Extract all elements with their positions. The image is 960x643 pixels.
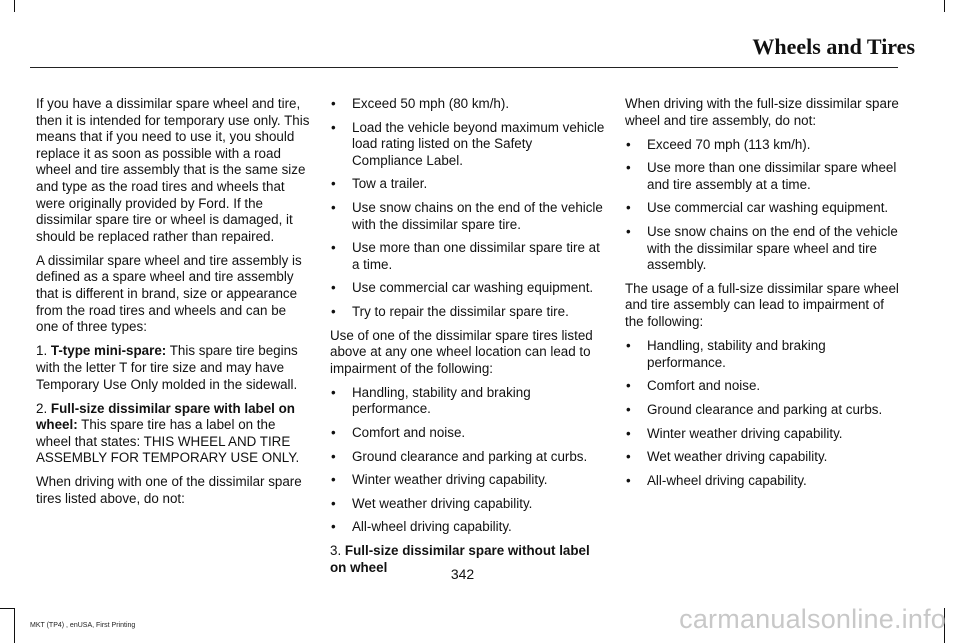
bullet-icon: • bbox=[626, 472, 631, 488]
list-item: • Tow a trailer. bbox=[331, 176, 428, 192]
bullet-icon: • bbox=[331, 425, 336, 440]
spare-type-label: T-type mini-spare: bbox=[50, 343, 167, 359]
bullet-icon: • bbox=[331, 495, 336, 511]
list-item: • Ground clearance and parking at curbs. bbox=[331, 448, 588, 464]
bullet-icon: • bbox=[626, 160, 631, 176]
list-item: • Use snow chains on the end of the vehicle with the dissimilar spare wheel and tire assembly. bbox=[626, 224, 898, 273]
list-item: • All-wheel driving capability. bbox=[331, 519, 512, 535]
paragraph: The usage of a full-size dissimilar spare wheel and tire assembly can lead to impairment of the following: bbox=[625, 280, 899, 330]
crop-mark-top-left bbox=[14, 0, 15, 12]
paragraph: If you have a dissimilar spare wheel and tire, then it is intended for temporary use only. This means that if you need to use it, you should replace it as soon as possible with a road wheel and tire assembly that is the same size and type as the road tires and wheels that were originally provided by Ford. If the dissimilar spare tire or wheel is damaged, it should be replaced rather than repaired. bbox=[36, 96, 310, 244]
list-item: • Comfort and noise. bbox=[626, 378, 761, 394]
bullet-icon: • bbox=[626, 425, 631, 441]
bullet-icon: • bbox=[626, 338, 631, 354]
list-item: • Use snow chains on the end of the vehicle with the dissimilar spare tire. bbox=[331, 199, 603, 232]
edition-footer: MKT (TP4) , enUSA, First Printing bbox=[30, 622, 136, 629]
list-item: • Handling, stability and braking performance. bbox=[626, 338, 826, 370]
spare-type-label: Full-size dissimilar spare without label on wheel bbox=[330, 542, 590, 575]
list-item: • Winter weather driving capability. bbox=[626, 425, 843, 441]
list-item: • Wet weather driving capability. bbox=[331, 495, 533, 511]
paragraph: Use of one of the dissimilar spare tires listed above at any one wheel location can lead to impairment of the following: bbox=[330, 327, 593, 376]
list-item: • Handling, stability and braking performance. bbox=[331, 384, 531, 417]
page-number: 342 bbox=[450, 566, 475, 582]
list-item: • Ground clearance and parking at curbs. bbox=[626, 401, 883, 417]
bullet-icon: • bbox=[331, 119, 336, 135]
crop-mark-bottom-left-h bbox=[0, 608, 14, 609]
bullet-icon: • bbox=[331, 240, 336, 256]
bullet-list bbox=[625, 338, 901, 489]
list-item: • Try to repair the dissimilar spare tire. bbox=[331, 303, 569, 319]
spare-type-2: 2. Full-size dissimilar spare with label on wheel: This spare tire has a label on the wheel that states: THIS WHEEL AND TIRE ASSEMBLY FOR TEMPORARY USE ONLY. bbox=[36, 400, 300, 466]
bullet-list bbox=[330, 385, 606, 536]
spare-type-3: 3. Full-size dissimilar spare without label on wheel bbox=[330, 542, 590, 575]
bullet-list bbox=[330, 96, 606, 321]
bullet-icon: • bbox=[626, 136, 631, 152]
list-item: • Exceed 50 mph (80 km/h). bbox=[331, 96, 510, 111]
bullet-icon: • bbox=[331, 176, 336, 192]
list-item: • Use commercial car washing equipment. bbox=[626, 200, 889, 216]
page-title: Wheels and Tires bbox=[752, 34, 915, 59]
bullet-list bbox=[625, 137, 901, 274]
bullet-icon: • bbox=[626, 449, 631, 465]
list-item: • Use commercial car washing equipment. bbox=[331, 280, 594, 296]
paragraph: When driving with one of the dissimilar spare tires listed above, do not: bbox=[36, 474, 302, 507]
paragraph: A dissimilar spare wheel and tire assembly is defined as a spare wheel and tire assembly that is different in brand, size or appearance from the road tires and wheels and can be one of three types: bbox=[36, 252, 302, 335]
bullet-icon: • bbox=[331, 384, 336, 400]
paragraph: When driving with the full-size dissimilar spare wheel and tire assembly, do not: bbox=[625, 96, 899, 128]
crop-mark-top-right bbox=[944, 0, 945, 12]
spare-type-label: Full-size dissimilar spare with label on wheel: bbox=[36, 400, 295, 433]
bullet-icon: • bbox=[331, 96, 336, 111]
column-3 bbox=[625, 96, 901, 496]
list-item: • Load the vehicle beyond maximum vehicle load rating listed on the Safety Compliance Label. bbox=[331, 119, 605, 168]
bullet-icon: • bbox=[331, 199, 336, 215]
bullet-icon: • bbox=[626, 200, 631, 216]
bullet-icon: • bbox=[331, 303, 336, 319]
header-rule bbox=[30, 67, 898, 68]
bullet-icon: • bbox=[331, 280, 336, 296]
spare-type-1: 1. T-type mini-spare: This spare tire begins with the letter T for tire size and may have Temporary Use Only molded in the sidewall. bbox=[36, 343, 298, 392]
list-item: • Exceed 70 mph (113 km/h). bbox=[626, 136, 811, 152]
list-item: • Use more than one dissimilar spare wheel and tire assembly at a time. bbox=[626, 160, 897, 192]
bullet-icon: • bbox=[331, 519, 336, 535]
watermark: carmanualsonline.info bbox=[679, 604, 946, 634]
column-1 bbox=[36, 96, 312, 515]
list-item: • Use more than one dissimilar spare tire at a time. bbox=[331, 240, 600, 272]
bullet-icon: • bbox=[331, 472, 336, 488]
crop-mark-bottom-left bbox=[14, 608, 15, 643]
bullet-icon: • bbox=[331, 448, 336, 464]
bullet-icon: • bbox=[626, 401, 631, 417]
bullet-icon: • bbox=[626, 378, 631, 394]
bullet-icon: • bbox=[626, 224, 631, 240]
column-2 bbox=[330, 96, 606, 584]
list-item: • Wet weather driving capability. bbox=[626, 449, 828, 465]
list-item: • All-wheel driving capability. bbox=[626, 472, 807, 488]
list-item: • Winter weather driving capability. bbox=[331, 472, 548, 488]
list-item: • Comfort and noise. bbox=[331, 425, 466, 440]
